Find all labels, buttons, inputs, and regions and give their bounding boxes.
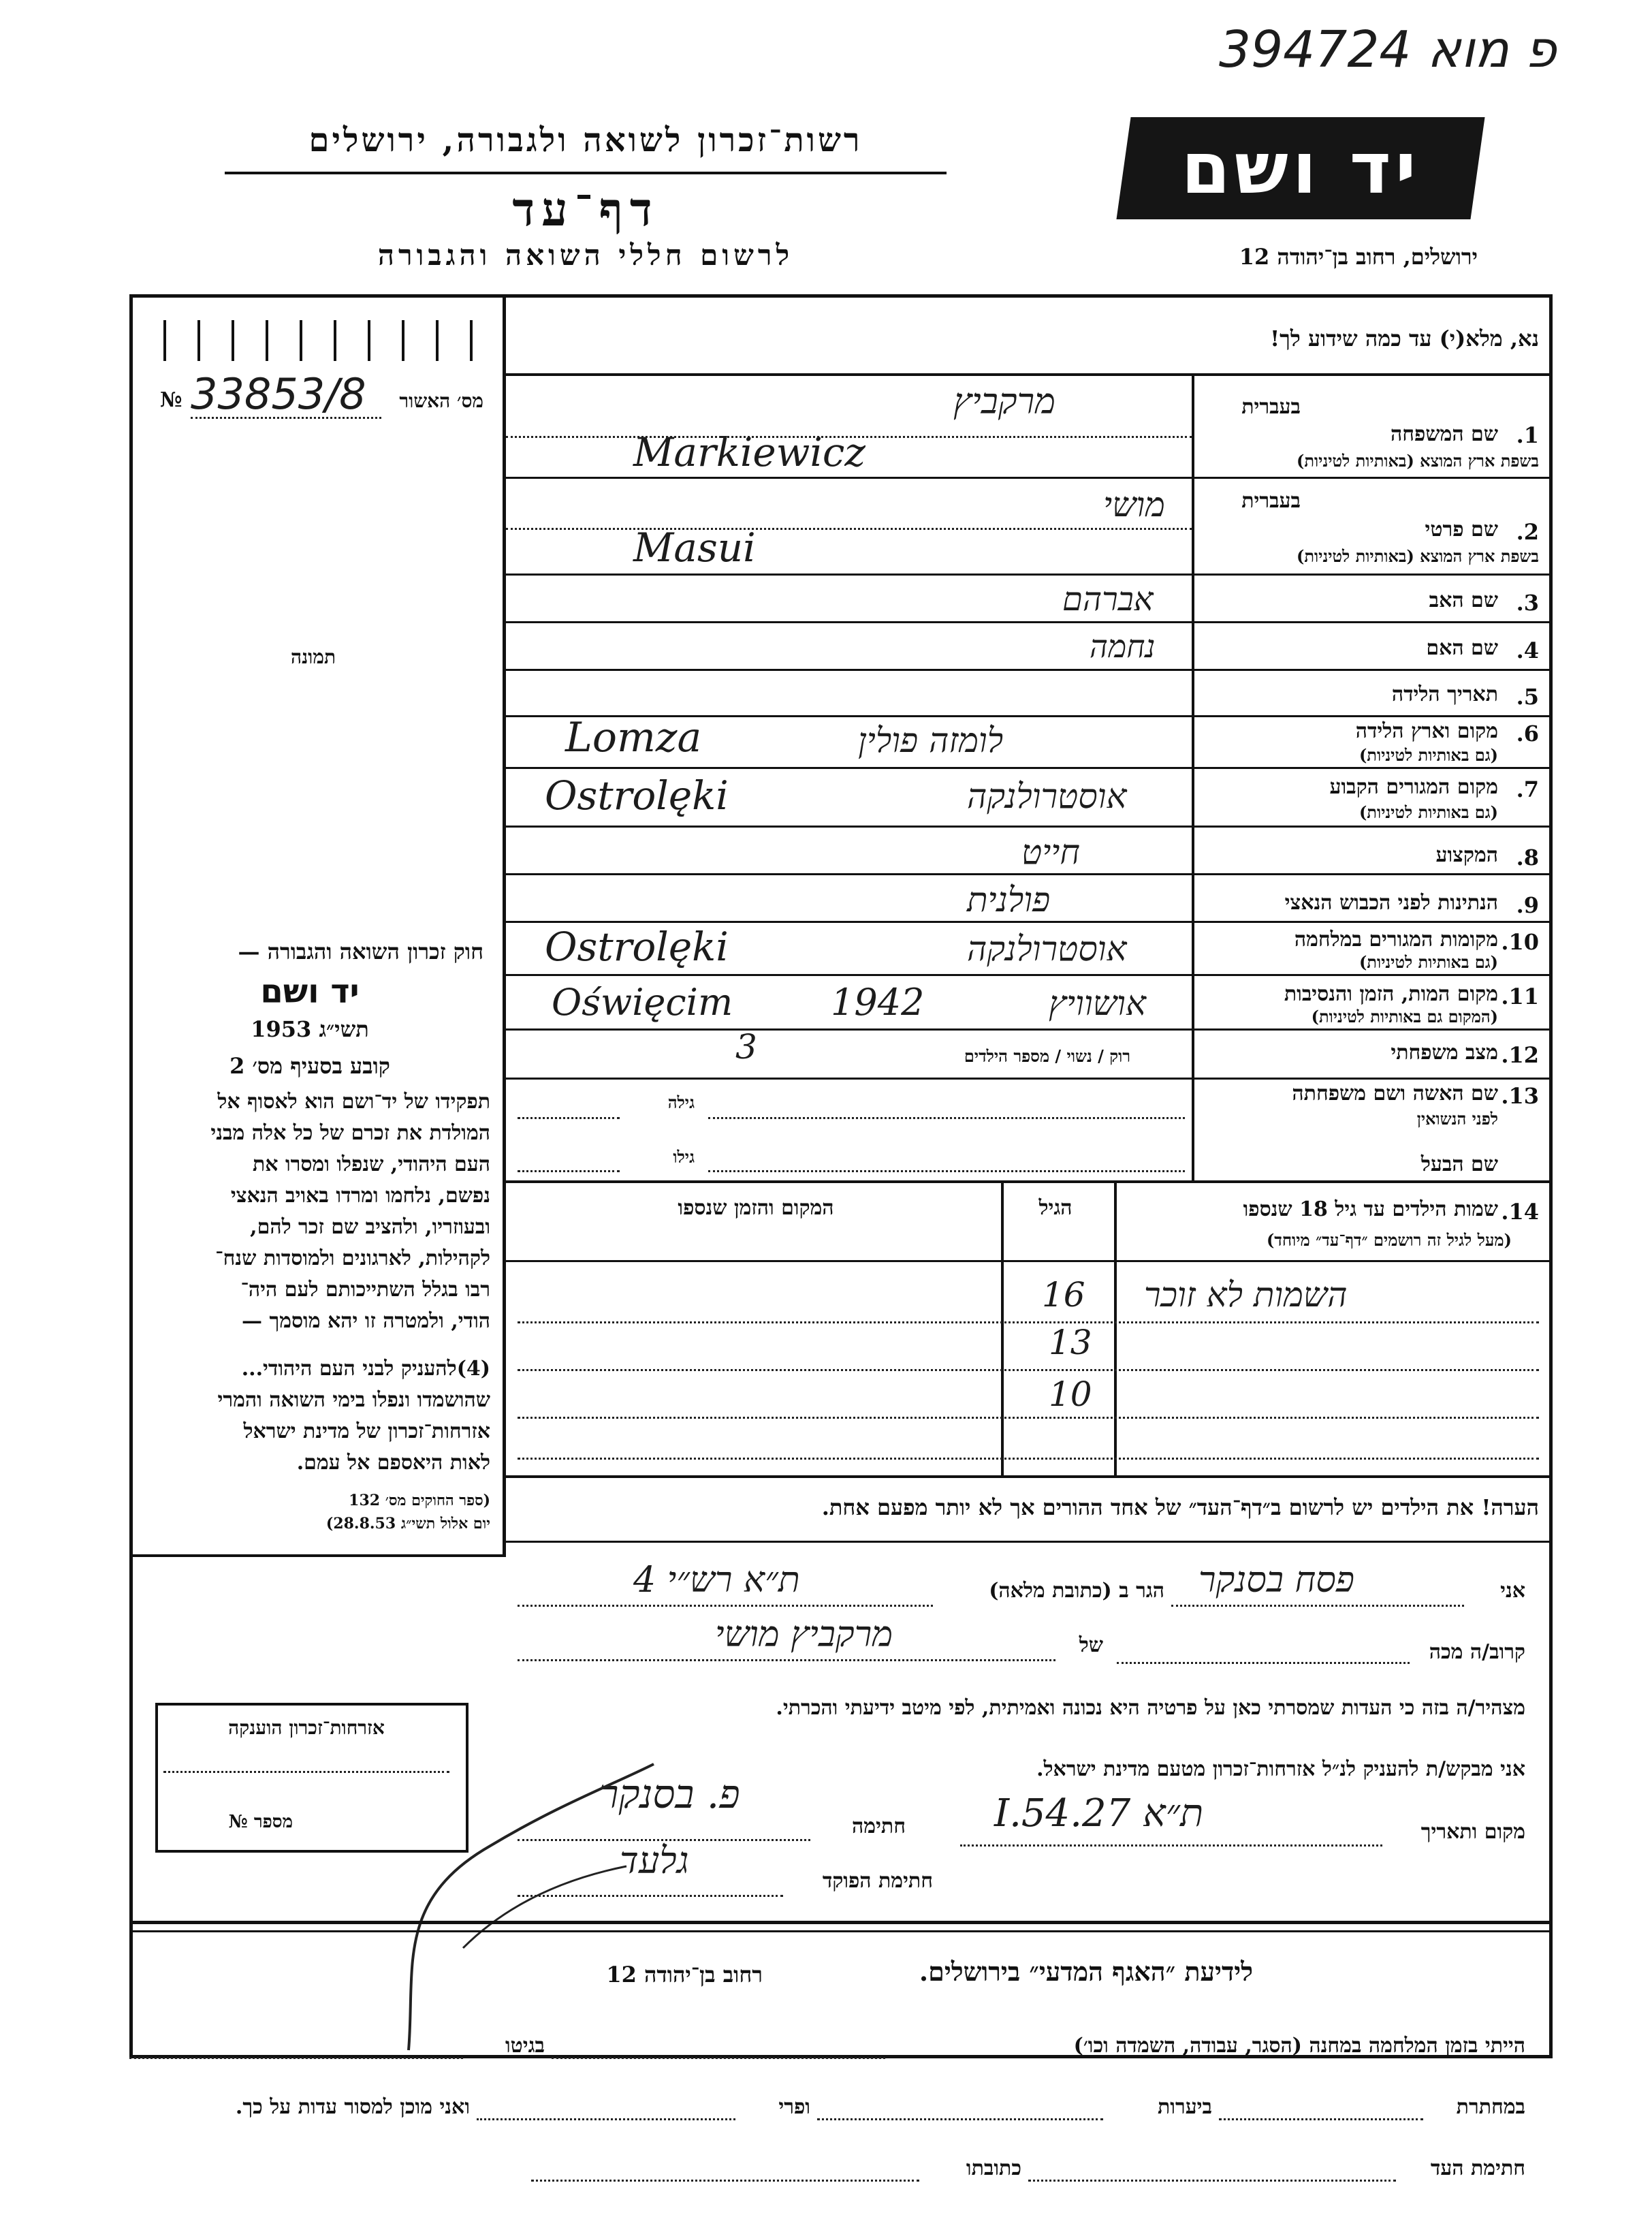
place-date-value: ת״א 27.I.54 <box>994 1791 1204 1836</box>
row-line <box>506 1180 1553 1183</box>
husband-age-line <box>518 1170 620 1172</box>
side-divider <box>503 294 506 1554</box>
declarant-ani-label: אני <box>1500 1579 1525 1603</box>
bottom-line2-blank1 <box>1219 2118 1423 2120</box>
no-mark: № <box>160 388 182 412</box>
field-2-sub: בשפת ארץ המוצא (באותיות לטיניות) <box>1297 546 1539 566</box>
children-subtitle: (מעל לגיל זה רושמים ״דף־עד״ מיוחד) <box>1266 1230 1512 1250</box>
field-2-label: שם פרטי <box>1425 518 1498 541</box>
law-text-8: (4)להעניק לבני העם היהודי... <box>241 1357 490 1381</box>
field-11-value: אושוויץ <box>1049 984 1146 1023</box>
pen-scribble <box>381 1744 667 2057</box>
relation-value: מרקביץ מושי <box>715 1614 893 1655</box>
declarant-address-label: הגר ב (כתובת מלאה) <box>989 1579 1164 1603</box>
row-line <box>506 826 1553 828</box>
law-text-2: העם היהודי, שנפלו ומסרו את <box>252 1152 490 1176</box>
row-line <box>506 1078 1553 1080</box>
child-age-2: 13 <box>1049 1323 1092 1362</box>
memorial-box-title: אזרחות־זכרון הוענקה <box>228 1716 385 1739</box>
field-8-value: חייט <box>1021 832 1081 872</box>
approval-label: מס׳ האשור <box>399 390 483 412</box>
children-title: שמות הילדים עד גיל 18 שנספו <box>1243 1197 1498 1221</box>
field-12-options: רוק / נשוי / מספר הילדים <box>964 1046 1130 1066</box>
wife-name-line <box>708 1117 1185 1119</box>
field-12-value: 3 <box>735 1027 757 1067</box>
field-7-num: 7. <box>1516 776 1539 802</box>
field-1-hebrew-value: מרקביץ <box>953 381 1055 422</box>
relation-value-line <box>1117 1662 1410 1664</box>
approval-number: 33853/8 <box>191 369 366 419</box>
field-9-num: 9. <box>1516 892 1539 918</box>
label-divider <box>1192 373 1194 1180</box>
law-text-1: המולדת את זכרם של כל אלה מבני <box>210 1121 490 1145</box>
law-text-10: אזרחות־זכרון של מדינת ישראל <box>243 1419 490 1443</box>
field-7-latin-value: Ostrolęki <box>545 772 729 819</box>
field-12-label: מצב משפחתי <box>1391 1041 1498 1065</box>
child-age-1: 16 <box>1042 1275 1085 1315</box>
field-2-num: 2. <box>1516 519 1539 545</box>
law-text-9: שהושמדו ונפלו בימי השואה והמרי <box>217 1388 490 1412</box>
bottom-line1: הייתי בזמן המלחמה במחנה (הסגר, עבודה, השמדה וכו׳) <box>1073 2034 1525 2058</box>
field-2-sub-top: בעברית <box>1241 489 1301 513</box>
bottom-rule-1 <box>129 1921 1553 1924</box>
row-line <box>506 574 1553 576</box>
law-name: יד ושם <box>260 973 360 1011</box>
field-1-latin-value: Markiewicz <box>633 429 865 475</box>
bottom-line1-blank <box>552 2057 885 2059</box>
law-text-6: רבו בגלל השתייכותם לעם היה־ <box>240 1278 490 1302</box>
field-6-latin-value: Lomza <box>565 714 702 761</box>
approval-line <box>191 417 381 419</box>
place-date-line <box>960 1844 1382 1847</box>
bottom-line3-mid: כתובתו <box>966 2156 1021 2180</box>
wife-age-label: גילה <box>667 1093 695 1112</box>
children-place-header: המקום והזמן שנספו <box>678 1196 834 1220</box>
children-row <box>518 1417 1539 1419</box>
children-names: השמות לא זוכר <box>1144 1275 1348 1315</box>
bottom-line2-start: במחתרת <box>1456 2095 1525 2119</box>
field-10-label: מקומות המגורים במלחמה <box>1294 928 1498 952</box>
bottom-line1-end: בגיטו <box>505 2034 545 2058</box>
husband-name-line <box>708 1170 1185 1172</box>
field-7-label: מקום המגורים הקבוע <box>1329 775 1498 799</box>
authority-name: רשות־זכרון לשואה ולגבורה, ירושלים <box>308 121 863 159</box>
field-13-num: 13. <box>1501 1083 1539 1109</box>
children-num: 14. <box>1501 1199 1539 1225</box>
law-text-7: הודי, ולמטרה זו יהא מוסמך — <box>242 1309 490 1333</box>
field-9-label: הנתינות לפני הכבוש הנאצי <box>1284 891 1498 915</box>
place-date-label: מקום ותאריך <box>1420 1820 1525 1844</box>
form-title: דף־עד <box>512 183 659 237</box>
children-row <box>518 1369 1539 1371</box>
officer-value: גלעד <box>620 1839 689 1882</box>
declarant-name-line <box>1171 1605 1464 1607</box>
field-6-num: 6. <box>1516 721 1539 747</box>
header-rule <box>225 172 947 174</box>
law-text-11: לאות היאספם אל עמם. <box>296 1451 490 1475</box>
field-2-latin-value: Masui <box>633 524 756 571</box>
signature-value: פ. בסנקר <box>599 1771 740 1817</box>
bottom-line2-mid1: ביערות <box>1157 2095 1212 2119</box>
row-line <box>506 1028 1553 1031</box>
row-line <box>506 669 1553 671</box>
note-text: הערה! את הילדים יש לרשום ב״דף־העד״ של אחד ההורים אך לא יותר מפעם אחת. <box>821 1494 1539 1520</box>
field-11-year: 1942 <box>831 981 925 1024</box>
of-line <box>518 1659 1055 1661</box>
field-1-sub: בשפת ארץ המוצא (באותיות לטיניות) <box>1297 451 1539 471</box>
relation-label: קרוב/ה מכה <box>1429 1640 1525 1664</box>
field-1-label: שם המשפחה <box>1390 422 1498 446</box>
bottom-line2-end: ואני מוכן למסור עדות על כך. <box>235 2095 470 2119</box>
of-label: של <box>1079 1633 1103 1657</box>
field-11-sub: (המקום גם באותיות לטיניות) <box>1311 1007 1498 1026</box>
child-age-3: 10 <box>1049 1374 1092 1414</box>
bottom-line2-blank3 <box>477 2118 735 2120</box>
field-13-sub: לפני הנשואין <box>1416 1109 1498 1129</box>
children-age-header: הגיל <box>1038 1196 1073 1220</box>
field-11-latin-value: Oświęcim <box>552 981 733 1024</box>
field-7-value: אוסטרולנקה <box>967 776 1127 816</box>
law-text-0: תפקידו של יד־ושם הוא לאסוף אל <box>217 1090 490 1114</box>
field-2-hebrew-value: מושי <box>1103 485 1165 524</box>
law-text-5: לקהילות, לארגונים ולמוסדות שנח־ <box>215 1246 490 1270</box>
logo-address: ירושלים, רחוב בן־יהודה 12 <box>1239 244 1478 270</box>
field-13-label: שם האשה ושם משפחתה <box>1292 1082 1498 1105</box>
stamp-boxes <box>157 320 497 375</box>
note-bottom-line <box>506 1541 1553 1543</box>
field-11-num: 11. <box>1501 984 1539 1009</box>
husband-label: שם הבעל <box>1420 1152 1498 1176</box>
law-section: קובע בסעיף מס׳ 2 <box>229 1053 390 1079</box>
field-4-label: שם האם <box>1426 636 1498 660</box>
law-text-3: נפשם, נלחמו ומרדו באויב הנאצי <box>230 1184 490 1208</box>
field-5-num: 5. <box>1516 684 1539 710</box>
children-row <box>518 1458 1539 1460</box>
field-4-num: 4. <box>1516 638 1539 663</box>
officer-label: חתימת הפוקד <box>822 1869 933 1893</box>
bottom-rule-2 <box>129 1930 1553 1932</box>
name-sublines <box>506 528 1192 530</box>
bottom-address: רחוב בן־יהודה 12 <box>606 1962 763 1988</box>
archive-number: פ מוא 394724 <box>1219 20 1557 79</box>
field-10-num: 10. <box>1501 929 1539 955</box>
declarant-name: פסח בסנקר <box>1198 1560 1355 1601</box>
field-3-label: שם האב <box>1429 588 1498 612</box>
field-6-label: מקום וארץ הלידה <box>1355 719 1498 743</box>
row-line <box>506 974 1553 976</box>
bottom-line3-start: חתימת העד <box>1430 2156 1525 2180</box>
children-header-line <box>506 1260 1553 1262</box>
law-ref-1: (ספר החוקים מס׳ 132 <box>349 1492 490 1509</box>
row-line <box>506 477 1553 479</box>
declarant-address: ת״א רש״י 4 <box>633 1560 800 1601</box>
bottom-title: לידיעת ״האגף המדעי״ בירושלים. <box>919 1956 1253 1987</box>
field-7-sub: (גם באותיות לטיניות) <box>1359 802 1498 822</box>
row-line <box>506 873 1553 875</box>
children-col-place <box>1001 1180 1004 1475</box>
field-8-label: המקצוע <box>1435 843 1498 867</box>
bottom-line3-blank1 <box>1028 2180 1396 2182</box>
field-10-value: אוסטרולנקה <box>967 929 1127 969</box>
field-11-label: מקום המות, הזמן והנסיבות <box>1284 982 1498 1006</box>
signature-label: חתימה <box>852 1815 906 1838</box>
instruction-text: נא, מלא(י) עד כמה שידוע לך! <box>1270 326 1539 351</box>
field-1-num: 1. <box>1516 422 1539 448</box>
field-8-num: 8. <box>1516 845 1539 870</box>
field-4-value: נחמה <box>1090 628 1156 665</box>
law-year: תשי״ג 1953 <box>251 1016 369 1042</box>
yad-vashem-logo: יד ושם <box>1116 117 1484 219</box>
field-6-value: לומזה פולין <box>858 721 1004 760</box>
declaration-text: מצהיר/ה בזה כי העדות שמסרתי כאן על פרטיה היא נכונה ואמיתית, לפי מיטב ידיעתי והכרתי. <box>776 1696 1525 1720</box>
field-1-sub-top: בעברית <box>1241 395 1301 419</box>
law-ref-2: יום אלול תשי״ג 28.8.53) <box>325 1515 490 1533</box>
bottom-line2-blank2 <box>817 2118 1103 2120</box>
husband-age-label: גילו <box>673 1147 695 1167</box>
note-line <box>506 1475 1553 1478</box>
law-text-4: ובעוזריו, ולהציב שם זכר להם, <box>250 1215 490 1239</box>
field-12-num: 12. <box>1501 1042 1539 1068</box>
field-3-num: 3. <box>1516 590 1539 616</box>
photo-label: תמונה <box>290 646 336 668</box>
field-10-sub: (גם באותיות לטיניות) <box>1359 952 1498 972</box>
children-row <box>518 1321 1539 1323</box>
law-title: חוק זכרון השואה והגבורה — <box>238 939 483 964</box>
field-5-label: תאריך הלידה <box>1391 682 1498 706</box>
declarant-address-line <box>518 1605 933 1607</box>
field-3-value: אברהם <box>1062 580 1154 618</box>
field-6-sub: (גם באותיות לטיניות) <box>1359 745 1498 765</box>
children-col-age <box>1114 1180 1117 1475</box>
row-line <box>506 921 1553 923</box>
wife-age-line <box>518 1117 620 1119</box>
bottom-line3-blank2 <box>531 2180 919 2182</box>
field-10-latin-value: Ostrolęki <box>545 924 729 970</box>
form-subtitle: לרשום חללי השואה והגבורה <box>377 238 794 272</box>
request-text: אני מבקש/ת להעניק לנ״ל אזרחות־זכרון מטעם מדינת ישראל. <box>1036 1757 1525 1781</box>
bottom-line1-blank2 <box>129 2057 463 2059</box>
field-9-value: פולנית <box>967 880 1051 920</box>
bottom-line2-mid2: ופרי <box>778 2095 810 2119</box>
row-line <box>506 621 1553 623</box>
row-line <box>506 767 1553 769</box>
instruction-divider <box>506 373 1553 376</box>
memorial-box-number: מספר № <box>228 1812 293 1832</box>
side-bottom-line <box>129 1554 506 1557</box>
